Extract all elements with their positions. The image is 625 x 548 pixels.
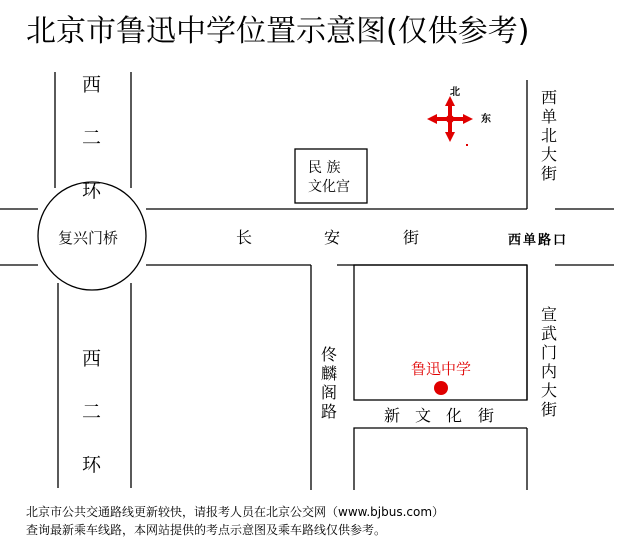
palace-label-line1: 民 族	[308, 160, 341, 176]
road-char: 环	[82, 454, 102, 476]
palace-label-line2: 文化宫	[308, 179, 350, 195]
road-char: 宣	[541, 305, 558, 324]
road-char: 大	[541, 145, 558, 164]
road-char: 街	[541, 400, 558, 419]
road-xinwenhua-char-2: 文	[415, 406, 432, 425]
road-changan-char-3: 街	[403, 228, 420, 247]
page-title: 北京市鲁迅中学位置示意图(仅供参考)	[26, 14, 530, 49]
school-block	[354, 265, 527, 400]
road-char: 西	[82, 74, 102, 96]
road-changan-char-2: 安	[324, 228, 341, 247]
footer-line-1: 北京市公共交通路线更新较快，请报考人员在北京公交网（www.bjbus.com）	[26, 505, 445, 519]
road-char: 二	[82, 127, 102, 149]
compass-north-label: 北	[450, 87, 460, 98]
road-xinwenhua-char-3: 化	[446, 406, 463, 425]
road-char: 武	[541, 324, 558, 343]
road-west-2nd-ring-top	[82, 70, 101, 203]
road-char: 街	[541, 164, 558, 183]
block-south	[354, 428, 527, 490]
road-char: 阁	[321, 383, 338, 402]
road-char: 大	[541, 381, 558, 400]
school-label: 鲁迅中学	[411, 360, 472, 378]
compass-rose	[427, 96, 473, 146]
road-char: 西	[82, 348, 102, 370]
road-char: 路	[321, 402, 338, 421]
interchange-label: 复兴门桥	[58, 229, 119, 247]
road-char: 内	[541, 362, 558, 381]
road-char: 环	[82, 180, 102, 202]
footer-line-2: 查询最新乘车线路，本网站提供的考点示意图及乘车路线仅供参考。	[26, 523, 387, 537]
xidan-intersection-label: 西单路口	[508, 233, 569, 248]
road-tonglinge	[321, 345, 337, 421]
road-char: 佟	[321, 345, 338, 364]
road-char: 西	[541, 88, 558, 107]
road-xinwenhua-char-1: 新	[384, 406, 401, 425]
road-xidan-north	[541, 88, 557, 183]
road-char: 二	[82, 401, 102, 423]
school-marker-icon	[434, 381, 448, 395]
road-char: 门	[541, 343, 558, 362]
road-changan-char-1: 长	[236, 228, 253, 247]
road-char: 麟	[321, 364, 338, 383]
road-char: 北	[541, 126, 558, 145]
road-west-2nd-ring-bottom	[82, 344, 101, 477]
compass-east-label: 东	[481, 114, 491, 125]
road-char: 单	[541, 107, 558, 126]
road-xinwenhua-char-4: 街	[478, 406, 495, 425]
road-xuanwumen-inner	[541, 305, 557, 419]
